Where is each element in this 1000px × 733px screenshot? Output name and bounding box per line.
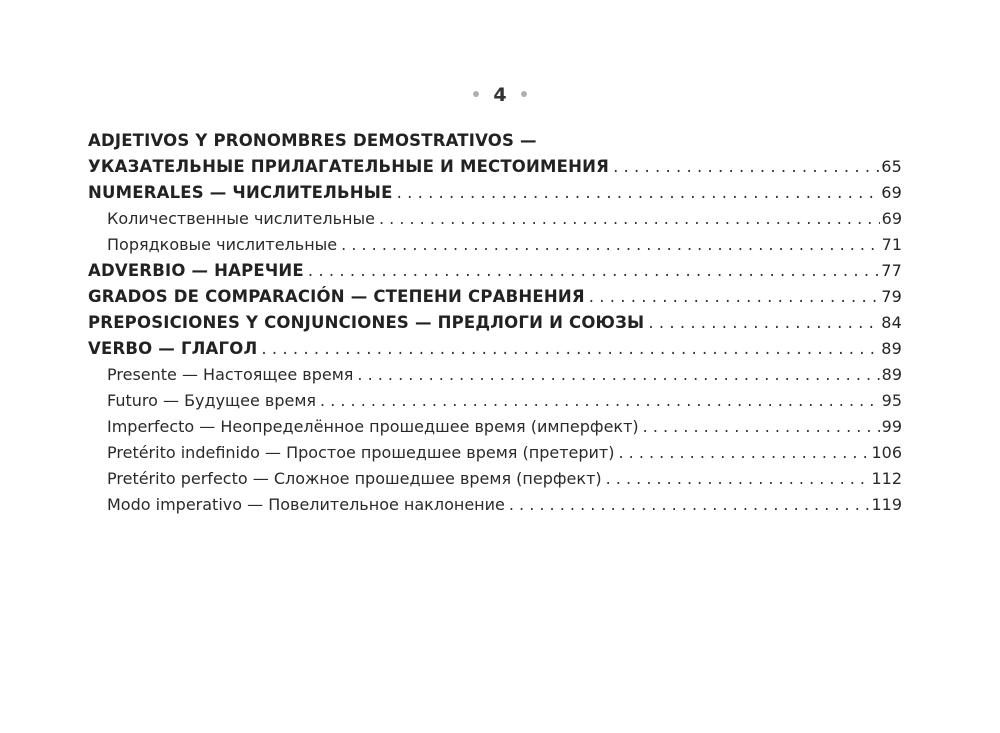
toc-entry-title: Imperfecto — Неопределённое прошедшее время (имперфект): [107, 417, 639, 436]
toc-entry[interactable]: [88, 154, 902, 180]
dot-leader: [589, 284, 879, 310]
decorative-dot-right: [521, 91, 527, 97]
toc-entry-page: 69: [881, 209, 902, 228]
toc-entry-page: 119: [871, 495, 902, 514]
page-number-value: 4: [493, 84, 507, 106]
dot-leader: [643, 414, 880, 440]
toc-subentry[interactable]: [88, 388, 902, 414]
page-number: [0, 84, 1000, 106]
toc-entry[interactable]: [88, 284, 902, 310]
dot-leader: [648, 310, 879, 336]
toc-subentry[interactable]: [88, 232, 902, 258]
toc-entry-title: PREPOSICIONES Y CONJUNCIONES — ПРЕДЛОГИ И СОЮЗЫ: [88, 313, 645, 332]
toc-entry-page: 84: [881, 313, 902, 332]
toc-entry-page: 89: [881, 365, 902, 384]
dot-leader: [341, 232, 880, 258]
toc-entry-heading: [88, 128, 902, 154]
toc-subentry[interactable]: [88, 206, 902, 232]
toc-entry[interactable]: [88, 258, 902, 284]
toc-entry-title: Количественные числительные: [107, 209, 375, 228]
toc-entry-page: 69: [881, 183, 902, 202]
toc-entry-title: Pretérito indefinido — Простое прошедшее время (претерит): [107, 443, 615, 462]
dot-leader: [357, 362, 879, 388]
toc-entry-title: NUMERALES — ЧИСЛИТЕЛЬНЫЕ: [88, 183, 393, 202]
toc-entry-title: УКАЗАТЕЛЬНЫЕ ПРИЛАГАТЕЛЬНЫЕ И МЕСТОИМЕНИЯ: [88, 157, 610, 176]
toc-entry-page: 89: [881, 339, 902, 358]
toc-entry[interactable]: [88, 180, 902, 206]
decorative-dot-left: [473, 91, 479, 97]
toc-entry-page: 77: [881, 261, 902, 280]
toc-entry-title: ADJETIVOS Y PRONOMBRES DEMOSTRATIVOS —: [88, 131, 537, 150]
dot-leader: [261, 336, 879, 362]
dot-leader: [379, 206, 880, 232]
toc-subentry[interactable]: [88, 466, 902, 492]
toc-entry-page: 99: [881, 417, 902, 436]
toc-entry-title: ADVERBIO — НАРЕЧИЕ: [88, 261, 304, 280]
toc-entry-page: 106: [871, 443, 902, 462]
toc-entry-title: GRADOS DE COMPARACIÓN — СТЕПЕНИ СРАВНЕНИЯ: [88, 287, 585, 306]
toc-subentry[interactable]: [88, 440, 902, 466]
toc-entry-page: 71: [881, 235, 902, 254]
toc-entry[interactable]: [88, 310, 902, 336]
dot-leader: [509, 492, 870, 518]
toc-subentry[interactable]: [88, 362, 902, 388]
toc-entry-page: 65: [881, 157, 902, 176]
toc-entry-page: 112: [871, 469, 902, 488]
toc-entry-page: 79: [881, 287, 902, 306]
dot-leader: [320, 388, 880, 414]
toc-entry-title: Порядковые числительные: [107, 235, 338, 254]
toc-entry-title: Modo imperativo — Повелительное наклонение: [107, 495, 505, 514]
toc-entry[interactable]: [88, 336, 902, 362]
dot-leader: [397, 180, 880, 206]
toc-entry-title: VERBO — ГЛАГОЛ: [88, 339, 258, 358]
toc-entry-page: 95: [881, 391, 902, 410]
toc-entry-title: Futuro — Будущее время: [107, 391, 317, 410]
dot-leader: [606, 466, 870, 492]
toc-subentry[interactable]: [88, 414, 902, 440]
toc-subentry[interactable]: [88, 492, 902, 518]
table-of-contents: [88, 128, 902, 518]
dot-leader: [618, 440, 869, 466]
toc-entry-title: Presente — Настоящее время: [107, 365, 354, 384]
toc-entry-title: Pretérito perfecto — Сложное прошедшее время (перфект): [107, 469, 602, 488]
dot-leader: [308, 258, 879, 284]
dot-leader: [613, 154, 879, 180]
